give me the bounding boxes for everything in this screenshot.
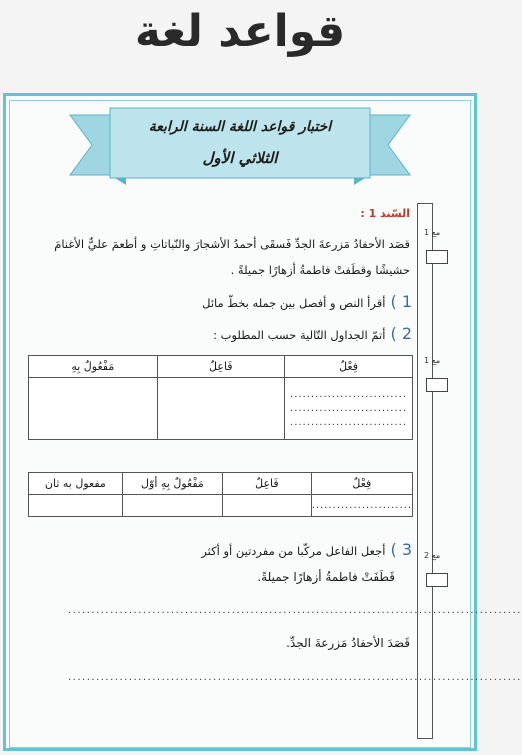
grade-label-3: مع 2 (424, 551, 441, 560)
question-3-sentence-2: قَصَدَ الأحفادُ مَزرعةَ الجدِّ. (286, 636, 410, 650)
banner-line-1: اختبار قواعد اللغة السنة الرابعة (148, 119, 332, 135)
grade-box-1[interactable] (426, 250, 448, 264)
table-2-cell[interactable] (311, 495, 412, 517)
question-2 (150, 324, 412, 343)
grade-label-2: مع 1 (424, 356, 441, 365)
grade-box-2[interactable] (426, 378, 448, 392)
table-1-row (29, 378, 413, 440)
page-title: قواعد لغة (134, 6, 346, 57)
question-3 (150, 540, 412, 559)
table-2-header-row (29, 473, 413, 495)
question-2-text: أتمّ الجداول التّالية حسب المطلوب : (213, 328, 386, 342)
grade-box-3[interactable] (426, 573, 448, 587)
table-1-header: فِعْلٌ (285, 356, 413, 378)
question-3-text: أجعل الفاعل مركّبا من مفردتين أو أكثر (201, 544, 386, 558)
section-heading: السّند 1 : (360, 207, 410, 220)
table-2-row (29, 495, 413, 517)
table-1-header: فَاعِلٌ (157, 356, 285, 378)
passage-line-2: حشيشًا وقطَفتْ فاطمةُ أزهارًا جميلةً . (230, 263, 410, 277)
question-1-number: 1 ) (390, 292, 412, 311)
table-1-cell[interactable] (157, 378, 285, 440)
answer-line-2[interactable]: ................................................................................................. (68, 672, 522, 683)
table-2-cell[interactable] (29, 495, 123, 517)
fill-dots: ............................ (290, 402, 408, 414)
table-1-cell[interactable] (285, 378, 413, 440)
question-2-number: 2 ) (390, 324, 412, 343)
table-2-cell[interactable] (122, 495, 222, 517)
table-1-header: مَفْعُولٌ بِهِ (29, 356, 158, 378)
table-2 (28, 472, 413, 517)
question-1-text: أقرأ النص و أفصل بين جمله بخطّ مائل (202, 296, 386, 310)
table-1 (28, 355, 413, 440)
grading-column (417, 203, 433, 739)
passage-line-1: قصَد الأحفادُ مَزرعةَ الجدِّ فَسقَى أحمدُ الأشجارَ والنّباتاتِ و أطعمَ عليٌّ الأغنامَ (54, 237, 410, 251)
fill-dots: ............................ (290, 416, 408, 428)
table-2-header: فِعْلٌ (311, 473, 412, 495)
table-1-cell[interactable] (29, 378, 158, 440)
banner-line-2: الثلاثي الأول (202, 149, 278, 167)
question-1 (150, 292, 412, 311)
title-banner (70, 105, 410, 187)
table-2-header: فَاعِلٌ (223, 473, 312, 495)
table-2-header: مَفْعُولٌ بِهِ أوّل (122, 473, 222, 495)
table-1-header-row (29, 356, 413, 378)
grade-label-1: مع 1 (424, 228, 441, 237)
table-2-cell[interactable] (223, 495, 312, 517)
question-3-number: 3 ) (390, 540, 412, 559)
ribbon-shape (70, 105, 410, 187)
fill-dots: ............................ (290, 388, 408, 400)
answer-line-1[interactable]: ................................................................................................. (68, 605, 522, 616)
table-2-header: مفعول به ثان (29, 473, 123, 495)
question-3-sentence-1: قَطَفَتْ فاطمةُ أزهارًا جميلةً. (257, 570, 395, 584)
fill-dots: ........................ (311, 499, 412, 511)
